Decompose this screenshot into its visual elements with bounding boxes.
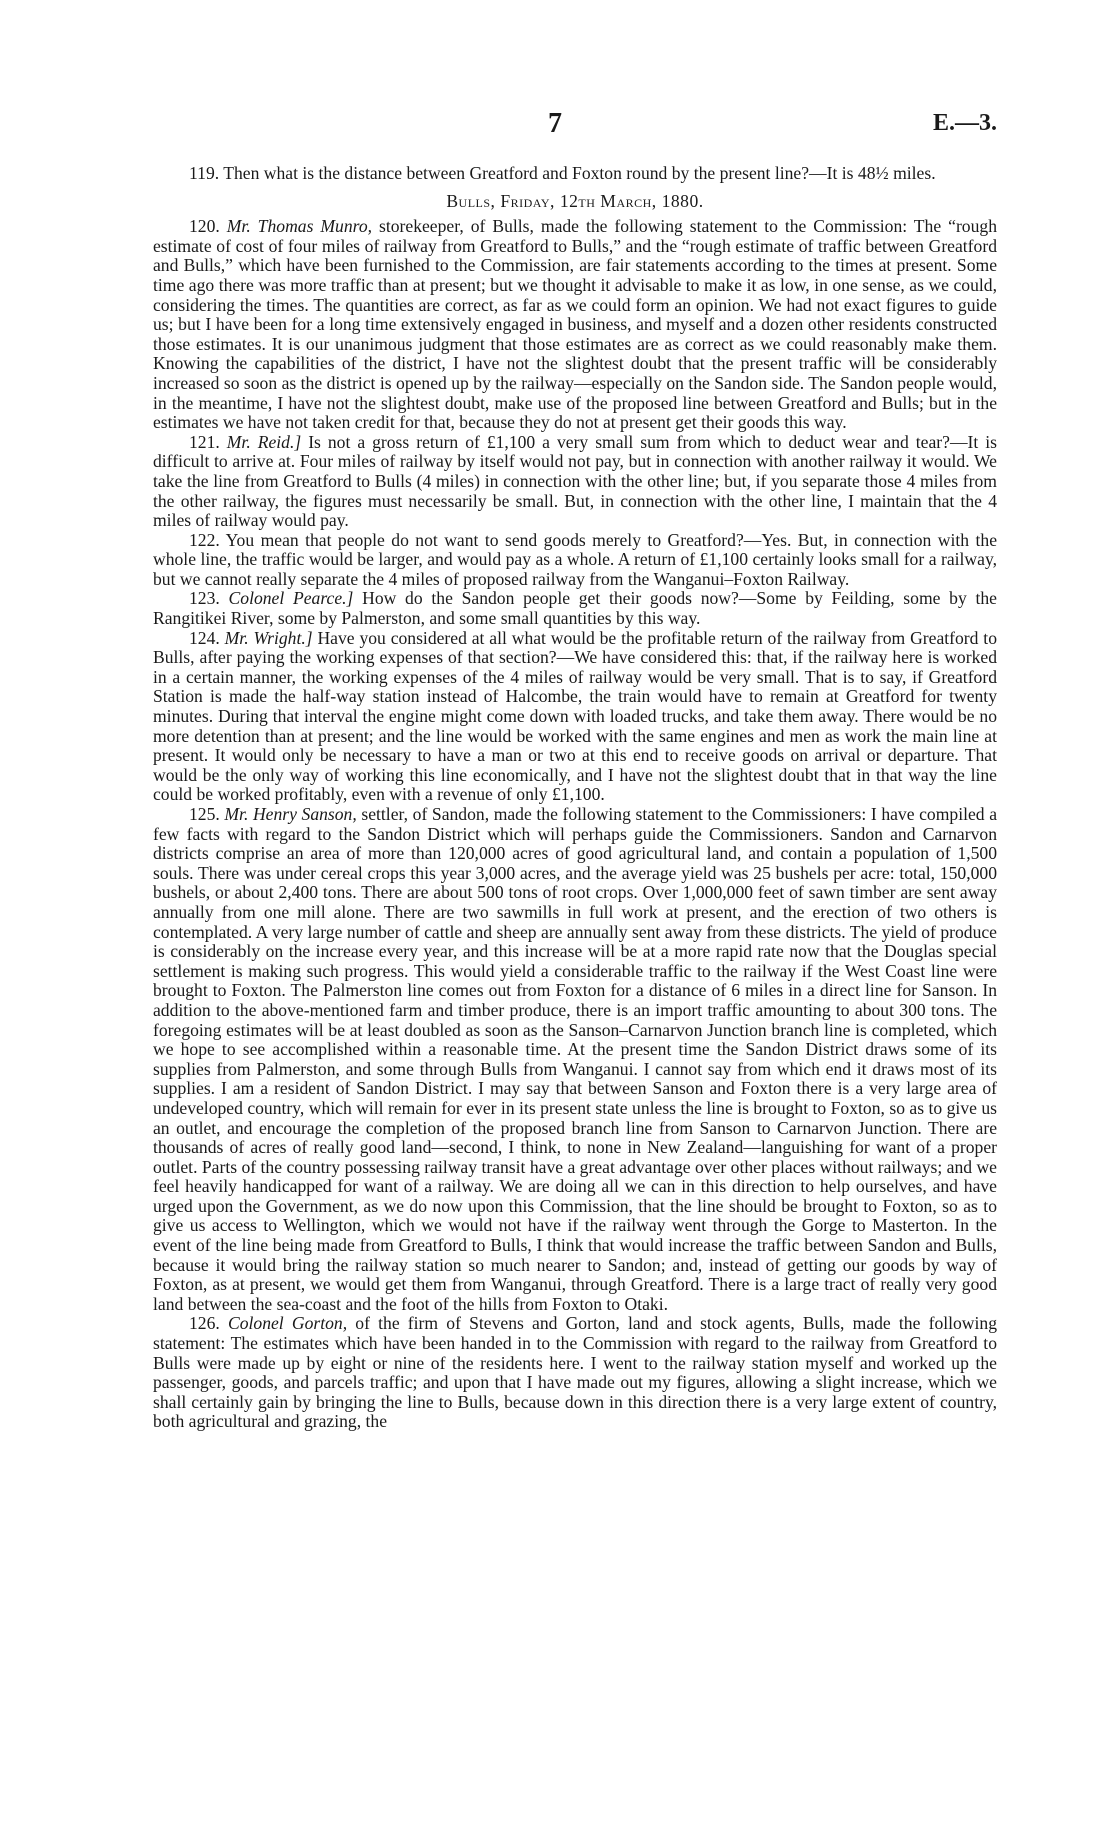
date-heading: Bulls, Friday, 12th March, 1880. <box>446 190 704 211</box>
paragraph-number: 123. <box>189 588 220 609</box>
paragraph-text: Then what is the distance between Greatford and Foxton round by the present line?—It is 48½ miles. <box>223 163 936 183</box>
paragraph-121 <box>153 433 997 531</box>
paragraph-number: 126. <box>189 1313 220 1334</box>
page-header <box>0 108 1114 148</box>
paragraph-text: Have you considered at all what would be the profitable return of the railway from Greatford to Bulls, after paying the working expenses of that section?—We have considered this: that, if the railway here is worked in a certain manner, the working expenses of the 4 miles of railway would be very small. That is to say, if Greatford Station is made the half-way station instead of Halcombe, the train would have to remain at Greatford for twenty minutes. During that interval the engine might come down with loaded trucks, and take them away. There would be no more detention than at present; and the line would be worked with the same engines and men as work the main line at present. It would only be necessary to have a man or two at this end to receive goods on arrival or departure. That would be the only way of working this line economically, and I have not the slightest doubt that in that way the line could be worked profitably, even with a revenue of only £1,100. <box>153 627 997 805</box>
paragraph-text: You mean that people do not want to send goods merely to Greatford?—Yes. But, in connection with the whole line, the traffic would be larger, and would pay as a whole. A return of £1,100 certainly looks small for a railway, but we cannot really separate the 4 miles of proposed railway from the Wanganui–Foxton Railway. <box>153 529 997 589</box>
paragraph-120 <box>153 217 997 433</box>
paragraph-number: 120. <box>189 216 220 237</box>
paragraph-text: of the firm of Stevens and Gorton, land and stock agents, Bulls, made the following statement: The estimates which have been handed in to the Commission with regard to the railway from Greatford to Bulls were made up by eight or nine of the residents here. I went to the railway station myself and worked up the passenger, goods, and parcels traffic; and upon that I have made out my figures, allowing a slight increase, which we shall certainly gain by bringing the line to Bulls, because down in this direction there is a very large extent of country, both agricultural and grazing, the <box>153 1313 997 1432</box>
paragraph-122 <box>153 531 997 590</box>
paragraph-124 <box>153 629 997 805</box>
paragraph-text: How do the Sandon people get their goods now?—Some by Feilding, some by the Rangitikei River, some by Palmerston, and some small quantities by this way. <box>153 588 997 629</box>
paragraph-number: 124. <box>189 627 220 648</box>
document-reference: E.—3. <box>932 110 997 136</box>
paragraph-125 <box>153 805 997 1314</box>
paragraph-number: 119. <box>189 163 220 183</box>
speaker-name: Colonel Gorton, <box>227 1313 348 1334</box>
paragraph-126 <box>153 1314 997 1432</box>
paragraph-number: 125. <box>189 804 220 824</box>
speaker-name: Colonel Pearce.] <box>228 588 354 609</box>
speaker-name: Mr. Henry Sanson, <box>224 804 357 824</box>
paragraph-119 <box>153 164 997 184</box>
paragraph-text: storekeeper, of Bulls, made the following statement to the Commission: The “rough estimate of cost of four miles of railway from Greatford to Bulls,” and the “rough estimate of traffic between Greatford and Bulls,” which have been furnished to the Commission, are fair statements according to the times at present. Some time ago there was more traffic than at present; but we thought it advisable to make it as low, in one sense, as we could, considering the times. The quantities are correct, as far as we could form an opinion. We had not exact figures to guide us; but I have been for a long time extensively engaged in business, and myself and a dozen other residents constructed those estimates. It is our unanimous judgment that those estimates are as correct as we could reasonably make them. Knowing the capabilities of the district, I have not the slightest doubt that the present traffic will be considerably increased so soon as the district is opened up by the railway—especially on the Sandon side. The Sandon people would, in the meantime, I have not the slightest doubt, make use of the proposed line between Greatford and Bulls; but in the estimates we have not taken credit for that, because they do not at present get their goods this way. <box>153 216 997 433</box>
paragraph-text: Is not a gross return of £1,100 a very small sum from which to deduct wear and tear?—It is difficult to arrive at. Four miles of railway by itself would not pay, but in connection with another railway it would. We take the line from Greatford to Bulls (4 miles) in connection with the other line; but, if you separate those 4 miles from the other railway, the figures must necessarily be small. But, in connection with the other line, I maintain that the 4 miles of railway would pay. <box>153 431 998 531</box>
paragraph-number: 121. <box>189 431 220 452</box>
paragraph-123 <box>153 589 997 628</box>
page-number: 7 <box>548 108 562 139</box>
paragraph-text: settler, of Sandon, made the following statement to the Commissioners: I have compiled a few facts with regard to the Sandon District which will perhaps guide the Commissioners. Sandon and Carnarvon districts comprise an area of more than 120,000 acres of good agricultural land, and contain a population of 1,500 souls. There was under cereal crops this year 3,000 acres, and the average yield was 25 bushels per acre: total, 150,000 bushels, or about 2,400 tons. There are about 500 tons of root crops. Over 1,000,000 feet of sawn timber are sent away annually from one mill alone. There are two sawmills in full work at present, and the erection of two others is contemplated. A very large number of cattle and sheep are annually sent away from these districts. The yield of produce is considerably on the increase every year, and this increase will be at a more rapid rate now that the Douglas special settlement is making such progress. This would yield a considerable traffic to the railway if the West Coast line were brought to Foxton. The Palmerston line comes out from Foxton for a distance of 6 miles in a direct line for Sanson. In addition to the above-mentioned farm and timber produce, there is an import traffic amounting to about 300 tons. The foregoing estimates will be at least doubled as soon as the Sanson–Carnarvon Junction branch line is completed, which we hope to see accomplished within a reasonable time. At the present time the Sandon District draws some of its supplies from Palmerston, and some through Bulls from Wanganui. I cannot say from which end it draws most of its supplies. I am a resident of Sandon District. I may say that between Sanson and Foxton there is a very large area of undeveloped country, which will remain for ever in its present state unless the line is brought to Foxton, so as to give us an outlet, and encourage the completion of the proposed branch line from Sanson to Carnarvon Junction. There are thousands of acres of really good land—second, I think, to none in New Zealand—languishing for want of a proper outlet. Parts of the country possessing railway transit have a great advantage over other places without railways; and we feel heavily handicapped for want of a railway. We are doing all we can in this direction to help ourselves, and have urged upon the Government, as we do now upon this Commission, that the line should be brought to Foxton, so as to give us access to Wellington, which we would not have if the railway went through the Gorge to Masterton. In the event of the line being made from Greatford to Bulls, I think that would increase the traffic between Sandon and Bulls, because it would bring the railway station so much nearer to Sandon; and, instead of getting our goods by way of Foxton, as at present, we would get them from Wanganui, through Greatford. There is a large tract of really very good land between the sea-coast and the foot of the hills from Foxton to Otaki. <box>153 804 998 1314</box>
speaker-name: Mr. Thomas Munro, <box>226 216 373 237</box>
document-body <box>153 164 997 1432</box>
speaker-name: Mr. Wright.] <box>224 627 313 648</box>
speaker-name: Mr. Reid.] <box>226 431 302 452</box>
paragraph-number: 122. <box>189 529 220 550</box>
